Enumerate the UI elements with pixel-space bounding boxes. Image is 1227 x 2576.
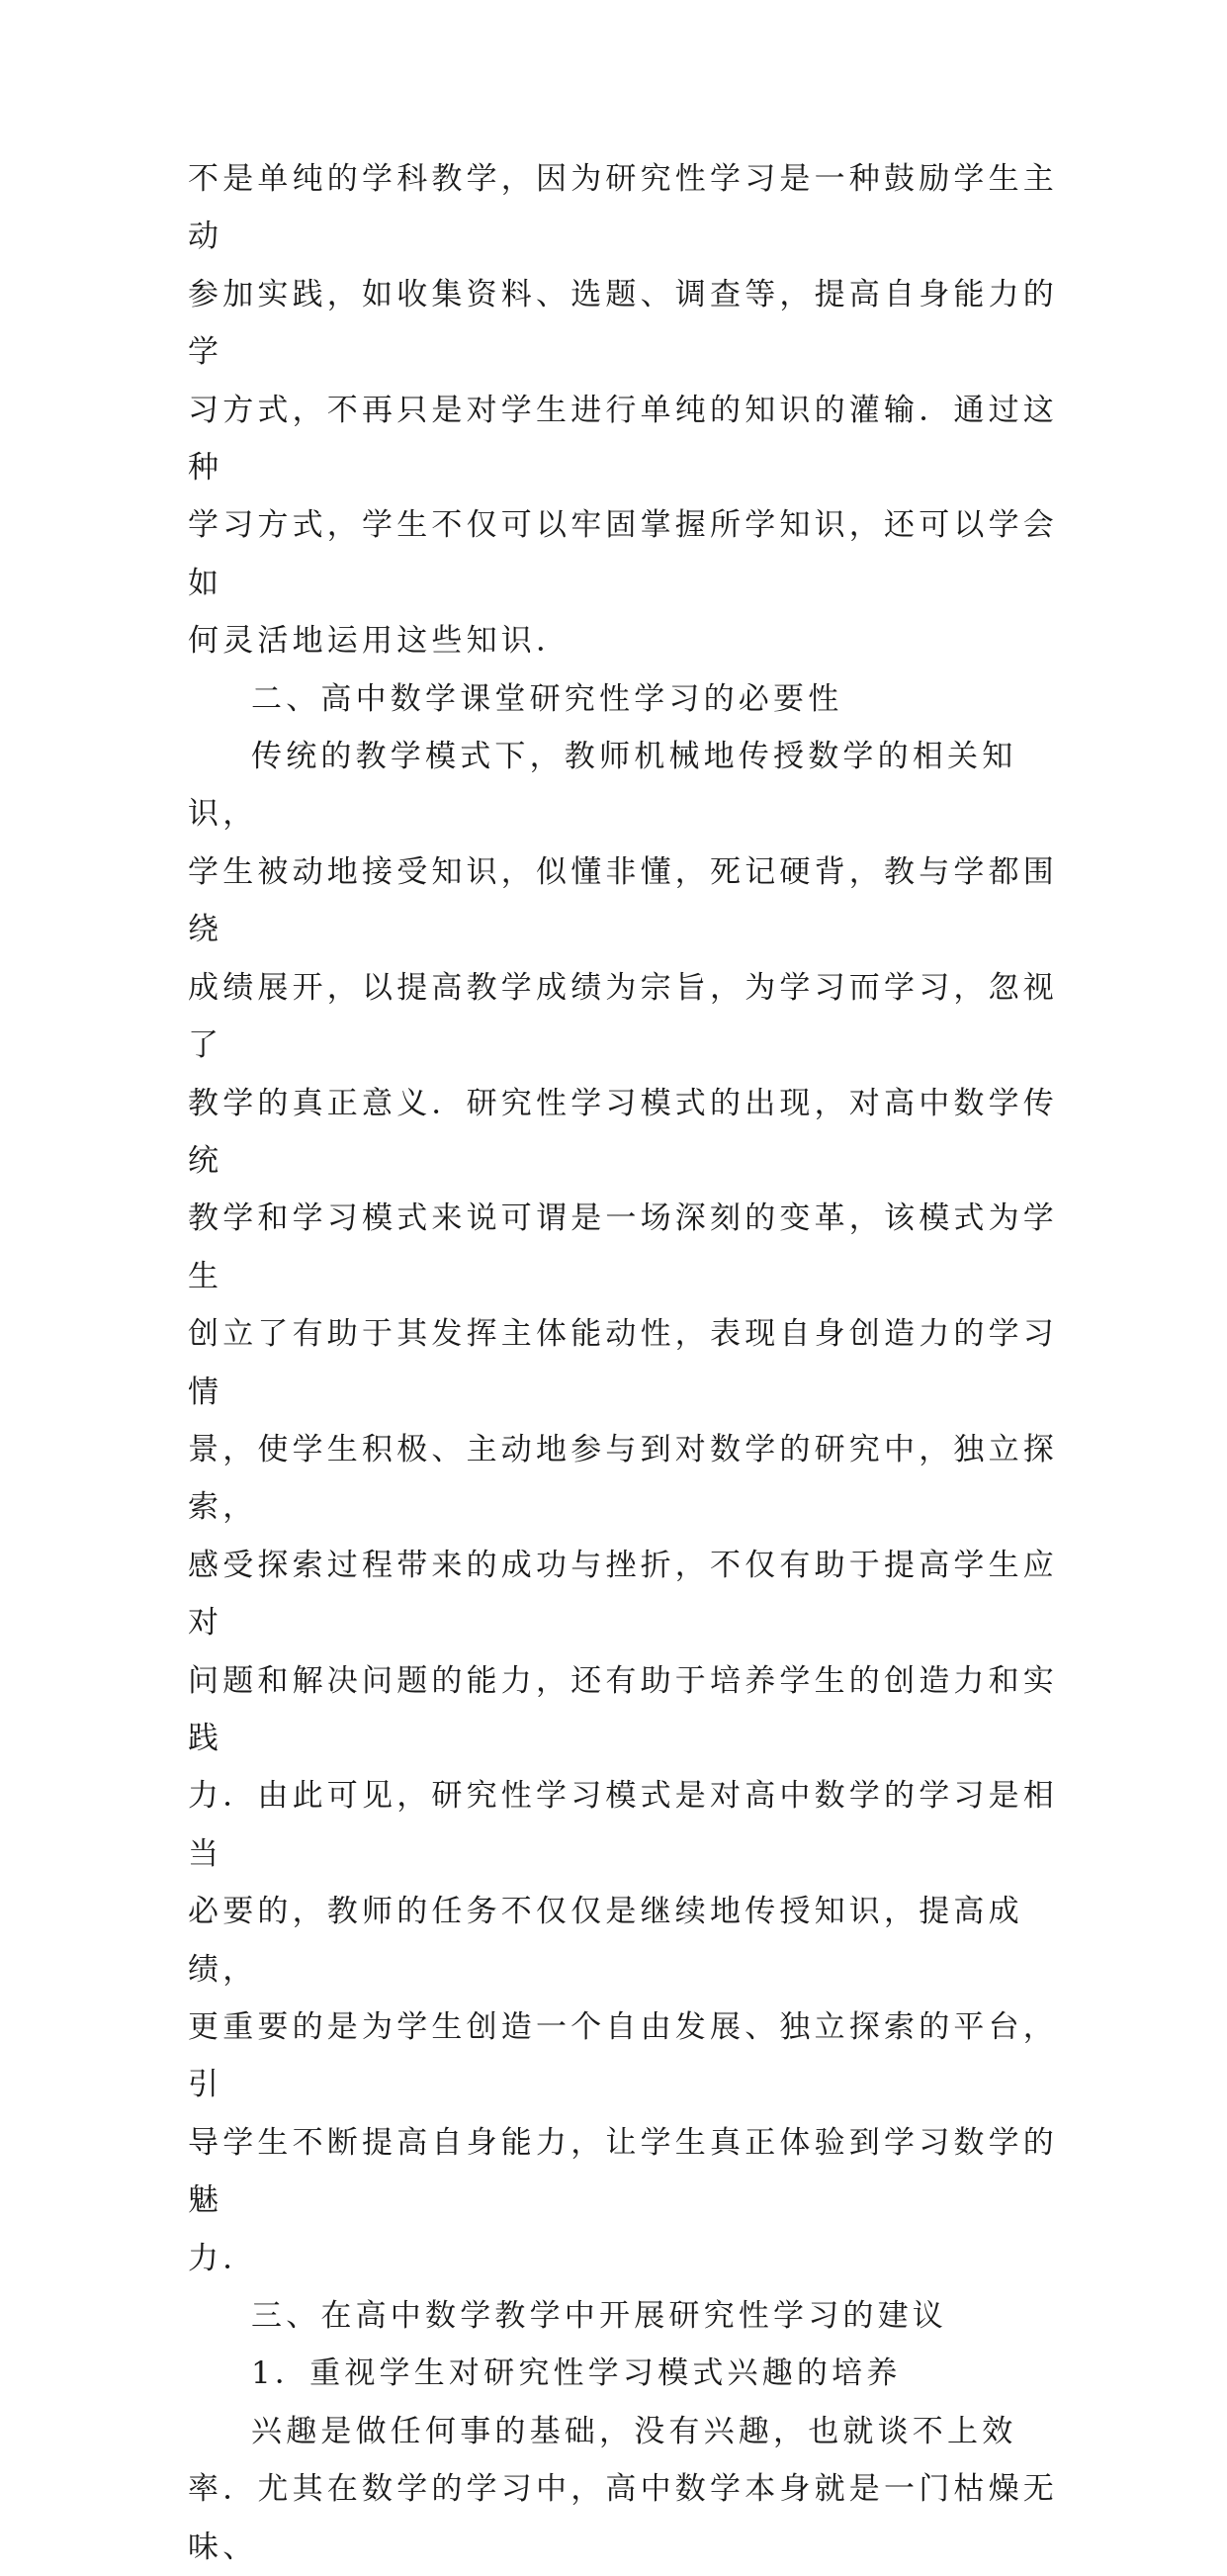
paragraph bbox=[188, 2403, 1058, 2576]
text-line: 习方式，不再只是对学生进行单纯的知识的灌输．通过这种 bbox=[188, 392, 1058, 487]
text-line: 率．尤其在数学的学习中，高中数学本身就是一门枯燥无味、 bbox=[188, 2471, 1058, 2565]
text-line: 教学的真正意义．研究性学习模式的出现，对高中数学传统 bbox=[188, 1085, 1058, 1179]
section-heading-text: 三、在高中数学教学中开展研究性学习的建议 bbox=[251, 2298, 947, 2335]
text-body bbox=[188, 150, 1058, 2576]
text-line: 学生被动地接受知识，似懂非懂，死记硬背，教与学都围绕 bbox=[188, 853, 1058, 948]
text-line: 导学生不断提高自身能力，让学生真正体验到学习数学的魅 bbox=[188, 2124, 1058, 2219]
text-line: 必要的，教师的任务不仅仅是继续地传授知识，提高成绩， bbox=[188, 1894, 1023, 1988]
text-line: 景，使学生积极、主动地参与到对数学的研究中，独立探索， bbox=[188, 1431, 1058, 1526]
paragraph bbox=[188, 150, 1058, 670]
text-line: 成绩展开，以提高教学成绩为宗旨，为学习而学习，忽视了 bbox=[188, 969, 1058, 1064]
section-heading-text: 二、高中数学课堂研究性学习的必要性 bbox=[251, 680, 843, 717]
subsection-heading-text: 1．重视学生对研究性学习模式兴趣的培养 bbox=[251, 2355, 902, 2392]
text-line: 问题和解决问题的能力，还有助于培养学生的创造力和实践 bbox=[188, 1662, 1058, 1756]
text-line: 参加实践，如收集资料、选题、调查等，提高自身能力的学 bbox=[188, 276, 1058, 371]
text-line: 何灵活地运用这些知识． bbox=[188, 623, 571, 660]
text-line: 兴趣是做任何事的基础，没有兴趣，也就谈不上效 bbox=[251, 2413, 1017, 2449]
text-line: 不是单纯的学科教学，因为研究性学习是一种鼓励学生主动 bbox=[188, 161, 1058, 255]
paragraph bbox=[188, 728, 1058, 2287]
text-line: 感受探索过程带来的成功与挫折，不仅有助于提高学生应对 bbox=[188, 1547, 1058, 1642]
text-line: 教学和学习模式来说可谓是一场深刻的变革，该模式为学生 bbox=[188, 1200, 1058, 1294]
text-line: 创立了有助于其发挥主体能动性，表现自身创造力的学习情 bbox=[188, 1316, 1058, 1410]
text-line: 力． bbox=[188, 2240, 258, 2276]
text-line: 学习方式，学生不仅可以牢固掌握所学知识，还可以学会如 bbox=[188, 507, 1058, 601]
subsection-heading bbox=[188, 2345, 1058, 2402]
section-heading bbox=[188, 670, 1058, 728]
text-line: 传统的教学模式下，教师机械地传授数学的相关知识， bbox=[188, 739, 1017, 833]
section-heading bbox=[188, 2287, 1058, 2345]
text-line: 力．由此可见，研究性学习模式是对高中数学的学习是相当 bbox=[188, 1778, 1058, 1872]
text-line: 更重要的是为学生创造一个自由发展、独立探索的平台，引 bbox=[188, 2009, 1058, 2103]
